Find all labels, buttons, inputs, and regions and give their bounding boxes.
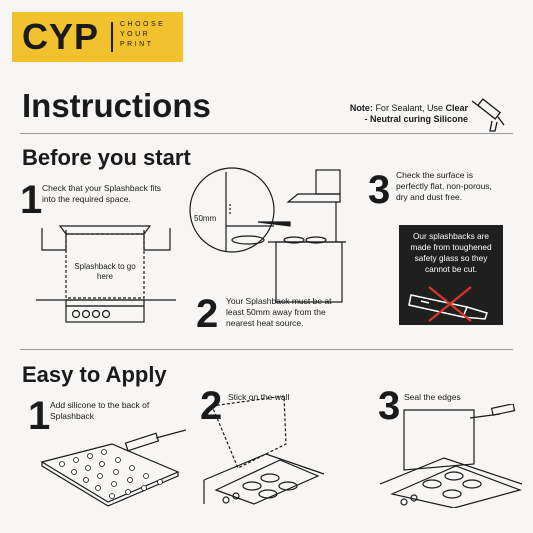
caulk-gun-icon (468, 95, 508, 135)
logo-divider (111, 22, 113, 52)
seal-edges-illustration (374, 404, 524, 508)
note-label: Note: (349, 103, 373, 113)
divider (20, 349, 513, 350)
warning-panel (399, 225, 503, 325)
step-text: Your Splashback must be at least 50mm away from the nearest heat source. (226, 296, 332, 328)
logo-tagline-line: PRINT (120, 41, 154, 48)
brand-logo (12, 12, 183, 62)
section-heading-before: Before you start (22, 145, 191, 170)
step-text: Add silicone to the back of Splashback (50, 400, 150, 421)
logo-tagline (120, 20, 182, 50)
step-number: 3 (378, 384, 401, 428)
sealant-note (320, 103, 468, 125)
page-title: Instructions (22, 87, 211, 124)
note-bold-clear: Clear (445, 103, 468, 113)
section-heading-apply: Easy to Apply (22, 362, 167, 387)
step-number: 3 (368, 168, 391, 212)
step-number: 1 (28, 394, 51, 438)
step-number: 2 (200, 384, 223, 428)
note-text: For Sealant, Use (375, 103, 443, 113)
note-bold-silicone: - Neutral curing Silicone (364, 114, 468, 124)
cooker-hood-illustration (186, 162, 356, 312)
logo-brand-text: CYP (22, 16, 100, 57)
logo-tagline-line: CHOOSE (120, 21, 166, 28)
step-number: 2 (196, 292, 219, 336)
step-text: Check that your Splashback fits into the required space. (42, 183, 162, 204)
measurement-label: 50mm (194, 214, 217, 223)
silicone-board-illustration (36, 420, 186, 510)
step-text: Check the surface is perfectly flat, non-porous, dry and dust free. (396, 170, 492, 202)
logo-tagline-line: YOUR (120, 31, 151, 38)
step-number: 1 (20, 178, 43, 222)
warning-text: Our splashbacks are made from toughened safety glass so they cannot be cut. (410, 231, 492, 274)
divider (20, 133, 513, 134)
step-text: Stick on the wall (228, 392, 290, 402)
no-cutting-icon (407, 283, 495, 323)
step-text: Seal the edges (404, 392, 461, 402)
stick-on-wall-illustration (196, 396, 326, 506)
splashback-placeholder-label: Splashback to go here (74, 262, 136, 281)
